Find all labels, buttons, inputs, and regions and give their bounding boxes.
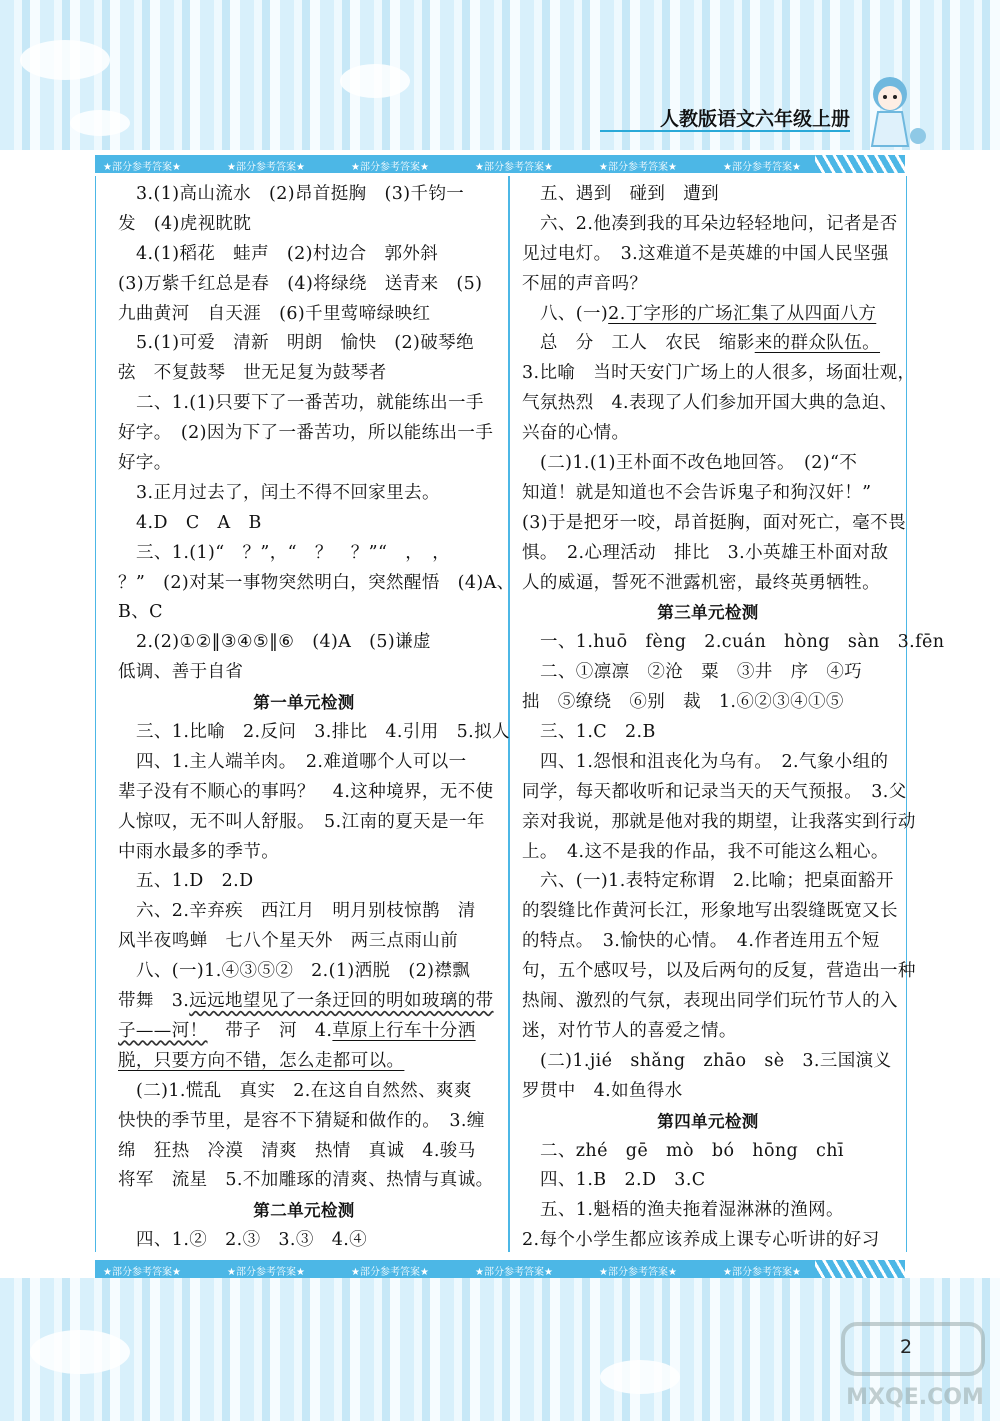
answer-text: 第一单元检测	[253, 693, 355, 713]
watermark-logo	[835, 1318, 995, 1418]
answer-text: 上。 4.这不是我的作品，我不可能这么粗心。	[522, 841, 889, 862]
answer-line	[118, 808, 490, 838]
answer-line	[118, 987, 494, 1017]
left-column	[118, 180, 515, 1256]
answer-line	[118, 957, 490, 987]
top-stripe-background	[0, 0, 1000, 150]
answer-line	[118, 389, 490, 419]
answer-line	[118, 1107, 490, 1137]
book-title: 人教版语文六年级上册	[659, 108, 850, 130]
answer-line	[522, 957, 916, 987]
answer-line	[522, 240, 894, 270]
answer-text: 拙 ⑤缭绕 ⑥别 裁 1.⑥②③④①⑤	[522, 692, 844, 713]
answer-line	[118, 867, 490, 897]
answer-line	[522, 1077, 894, 1107]
answer-text: 辈子没有不顺心的事吗？ 4.这种境界，无不使	[118, 781, 494, 802]
answer-text: 六、2.辛弃疾 西江月 明月别枝惊鹊 清	[136, 901, 476, 922]
underlined-answer: 子——河！	[118, 1020, 208, 1041]
answer-line	[522, 658, 894, 688]
answer-line	[522, 1226, 894, 1256]
answer-line	[118, 718, 510, 748]
right-column	[522, 180, 945, 1256]
answer-line	[522, 419, 894, 449]
cloud-decoration	[600, 1360, 680, 1394]
answer-line	[522, 778, 907, 808]
underlined-answer: 草原上行车十分洒	[332, 1020, 476, 1041]
answer-text: 惧。 2.心理活动 排比 3.小英雄王朴面对敌	[522, 542, 889, 563]
answer-text: 5.(1)可爱 清新 明朗 愉快 (2)破琴绝	[136, 333, 474, 354]
answer-text: 4.D C A B	[136, 512, 262, 533]
answer-text: 第四单元检测	[657, 1111, 759, 1131]
answer-text: 五、1.D 2.D	[136, 871, 254, 892]
answer-text: 五、1.魁梧的渔夫拖着湿淋淋的渔网。	[540, 1200, 844, 1221]
answer-line	[118, 748, 490, 778]
answer-line	[118, 569, 515, 599]
section-heading	[118, 688, 490, 718]
answer-line	[522, 359, 916, 389]
answer-line	[522, 927, 894, 957]
answer-text: (二)1.(1)王朴面不改色地回答。 (2)“不	[540, 453, 858, 474]
underlined-answer: 2.丁字形的广场汇集了从四面八方	[608, 303, 877, 324]
answer-line	[522, 509, 906, 539]
answer-text: ？” (2)对某一事物突然明白，突然醒悟 (4)A、	[118, 572, 515, 593]
answer-line	[118, 598, 490, 628]
answer-text: 八、(一)1.④③⑤② 2.(1)洒脱 (2)襟飘	[136, 961, 471, 982]
answer-line	[522, 867, 894, 897]
answer-line	[118, 1226, 490, 1256]
answer-text: 三、1.(1)“ ？”，“ ？ ？”“ ， ，	[136, 542, 451, 563]
answer-line	[118, 509, 490, 539]
answer-line	[522, 897, 898, 927]
answer-line	[522, 1166, 894, 1196]
answer-text: 2.每个小学生都应该养成上课专心听讲的好习	[522, 1230, 880, 1251]
answer-line	[522, 569, 894, 599]
answer-line	[522, 1137, 894, 1167]
answer-text: 第三单元检测	[657, 603, 759, 623]
answer-text: 气氛热烈 4.表现了人们参加开国大典的急迫、	[522, 393, 898, 414]
answer-text: 五、遇到 碰到 遭到	[540, 184, 719, 204]
answer-line	[118, 1077, 490, 1107]
answer-line	[118, 838, 490, 868]
answer-text: 带舞 3.	[118, 991, 190, 1012]
answer-text: 八、(一)	[540, 303, 609, 324]
answer-text: 四、1.② 2.③ 3.③ 4.④	[136, 1230, 368, 1251]
answer-text: 同学，每天都收听和记录当天的天气预报。 3.父	[522, 781, 907, 802]
answer-text: 不屈的声音吗？	[522, 273, 648, 294]
answer-line	[118, 180, 490, 210]
answer-band-bottom: ★部分参考答案★ ★部分参考答案★ ★部分参考答案★ ★部分参考答案★ ★部分参考答案★ ★部分参考答案★	[95, 1260, 905, 1278]
answer-text: 的裂缝比作黄河长江，形象地写出裂缝既宽又长	[522, 901, 898, 922]
underlined-answer: 远远地望见了一条迂回的明如玻璃的带	[189, 991, 494, 1012]
answer-text: 3.正月过去了，闰土不得不回家里去。	[136, 482, 440, 503]
answer-text: 二、①凛凛 ②沧 粟 ③井 序 ④巧	[540, 662, 863, 683]
answer-text: 人惊叹，无不叫人舒服。 5.江南的夏天是一年	[118, 811, 485, 832]
cloud-decoration	[20, 40, 110, 80]
answer-text: 三、1.比喻 2.反问 3.排比 4.引用 5.拟人	[136, 722, 510, 743]
answer-line	[522, 1196, 894, 1226]
answer-text: 句，五个感叹号，以及后两句的反复，营造出一种	[522, 961, 916, 982]
answer-text: (3)于是把牙一咬，昂首挺胸，面对死亡，毫不畏	[522, 512, 906, 533]
answer-text: 的特点。 3.愉快的心情。 4.作者连用五个短	[522, 931, 880, 952]
cloud-decoration	[340, 64, 410, 98]
answer-text: 二、1.(1)只要下了一番苦功，就能练出一手	[136, 393, 484, 414]
answer-text: 好字。 (2)因为下了一番苦功，所以能练出一手	[118, 423, 494, 444]
answer-line	[118, 270, 490, 300]
answer-line	[522, 688, 894, 718]
answer-text: B、C	[118, 602, 163, 623]
answer-line	[118, 778, 494, 808]
answer-text: 三、1.C 2.B	[540, 722, 656, 743]
answer-line	[522, 1047, 894, 1077]
answer-text: 弦 不复鼓琴 世无足复为鼓琴者	[118, 363, 387, 384]
answer-line	[522, 210, 898, 240]
answer-text: 绵 狂热 冷漠 清爽 热情 真诚 4.骏马	[118, 1140, 476, 1161]
answer-text: 兴奋的心情。	[522, 423, 630, 444]
answer-line	[118, 927, 490, 957]
answer-text: 快快的季节里，是容不下猜疑和做作的。 3.缠	[118, 1110, 485, 1131]
answer-text: 好字。	[118, 453, 172, 474]
cloud-decoration	[70, 110, 130, 136]
answer-text: 总 分 工人 农民 缩影	[522, 333, 755, 354]
answer-line	[522, 838, 894, 868]
answer-text: 将军 流星 5.不加雕琢的清爽、热情与真诚。	[118, 1170, 494, 1191]
answer-text: 风半夜鸣蝉 七八个星天外 两三点雨山前	[118, 931, 459, 952]
answer-line	[522, 1017, 894, 1047]
answer-text: 3.(1)高山流水 (2)昂首挺胸 (3)千钧一	[136, 184, 465, 204]
answer-line	[522, 389, 898, 419]
answer-line	[522, 987, 898, 1017]
answer-text: 四、1.主人端羊肉。 2.难道哪个人可以一	[136, 751, 467, 772]
answer-line	[522, 449, 894, 479]
answer-line	[118, 210, 490, 240]
cloud-decoration	[30, 1330, 130, 1374]
answer-text: 六、(一)1.表特定称谓 2.比喻；把桌面豁开	[540, 871, 894, 892]
answer-text: 低调、善于自省	[118, 662, 244, 683]
answer-text: 见过电灯。 3.这难道不是英雄的中国人民坚强	[522, 243, 889, 264]
answer-line	[522, 539, 894, 569]
answer-line	[522, 180, 894, 210]
section-heading	[522, 598, 894, 628]
section-heading	[118, 1196, 490, 1226]
answer-line	[118, 658, 490, 688]
answer-text: 第二单元检测	[253, 1201, 355, 1221]
answer-band-top: ★部分参考答案★ ★部分参考答案★ ★部分参考答案★ ★部分参考答案★ ★部分参考答案★ ★部分参考答案★	[95, 155, 905, 173]
answer-line	[118, 539, 490, 569]
page-number: 2	[900, 1336, 913, 1358]
watermark-text: MXQE.COM	[846, 1385, 984, 1410]
answer-text: 罗贯中 4.如鱼得水	[522, 1080, 683, 1101]
answer-text: 一、1.huō fèng 2.cuán hòng sàn 3.fēn	[540, 632, 945, 653]
answer-text: 发 (4)虎视眈眈	[118, 213, 252, 234]
answer-line	[118, 479, 490, 509]
answer-line	[522, 329, 894, 359]
answer-text: 二、zhé gē mò bó hōng chī	[540, 1140, 844, 1161]
answer-line	[118, 897, 490, 927]
answer-text: 中雨水最多的季节。	[118, 841, 280, 862]
answer-text: 九曲黄河 自天涯 (6)千里莺啼绿映红	[118, 303, 431, 324]
answer-line	[118, 449, 490, 479]
answer-text: 六、2.他凑到我的耳朵边轻轻地问，记者是否	[540, 213, 898, 234]
answer-line	[118, 419, 494, 449]
answer-text: 3.比喻 当时天安门广场上的人很多，场面壮观，	[522, 363, 916, 384]
answer-line	[118, 1166, 494, 1196]
answer-line	[118, 359, 490, 389]
answer-text: (二)1.jié shǎng zhāo sè 3.三国演义	[540, 1050, 892, 1071]
answer-text: 迷，对竹节人的喜爱之情。	[522, 1020, 737, 1041]
answer-text: 四、1.怨恨和沮丧化为乌有。 2.气象小组的	[540, 751, 889, 772]
answer-line	[118, 329, 490, 359]
answer-text: 亲对我说，那就是他对我的期望，让我落实到行动	[522, 811, 916, 832]
answer-line	[118, 1047, 490, 1077]
answer-line	[118, 240, 490, 270]
answer-text: (3)万紫千红总是春 (4)将绿绕 送青来 (5)	[118, 273, 483, 294]
answer-line	[522, 270, 894, 300]
answer-text: 知道！就是知道也不会告诉鬼子和狗汉奸！”	[522, 482, 872, 503]
answer-text: 4.(1)稻花 蛙声 (2)村边合 郭外斜	[136, 243, 439, 264]
answer-line	[118, 300, 490, 330]
mascot-icon	[860, 72, 930, 150]
underlined-answer: 来的群众队伍。	[754, 333, 881, 354]
answer-text: 2.(2)①②‖③④⑤‖⑥ (4)A (5)谦虚	[136, 632, 431, 653]
answer-line	[118, 1137, 490, 1167]
section-heading	[522, 1107, 894, 1137]
answer-line	[522, 479, 894, 509]
answer-line	[118, 628, 490, 658]
answer-text: 四、1.B 2.D 3.C	[540, 1170, 706, 1191]
answer-line	[522, 748, 894, 778]
answer-line	[522, 300, 894, 330]
answer-text: 热闹、激烈的气氛，表现出同学们玩竹节人的入	[522, 991, 898, 1012]
answer-text: 人的威逼，誓死不泄露机密，最终英勇牺牲。	[522, 572, 880, 593]
underlined-answer: 脱，只要方向不错，怎么走都可以。	[118, 1050, 405, 1071]
answer-line	[118, 1017, 490, 1047]
header-rule	[600, 130, 850, 132]
answer-text: 带子 河 4.	[207, 1020, 333, 1041]
answer-line	[522, 808, 916, 838]
answer-text: (二)1.慌乱 真实 2.在这自自然然、爽爽	[136, 1080, 472, 1101]
column-divider	[508, 176, 510, 1252]
answer-line	[522, 718, 894, 748]
answer-line	[522, 628, 945, 658]
